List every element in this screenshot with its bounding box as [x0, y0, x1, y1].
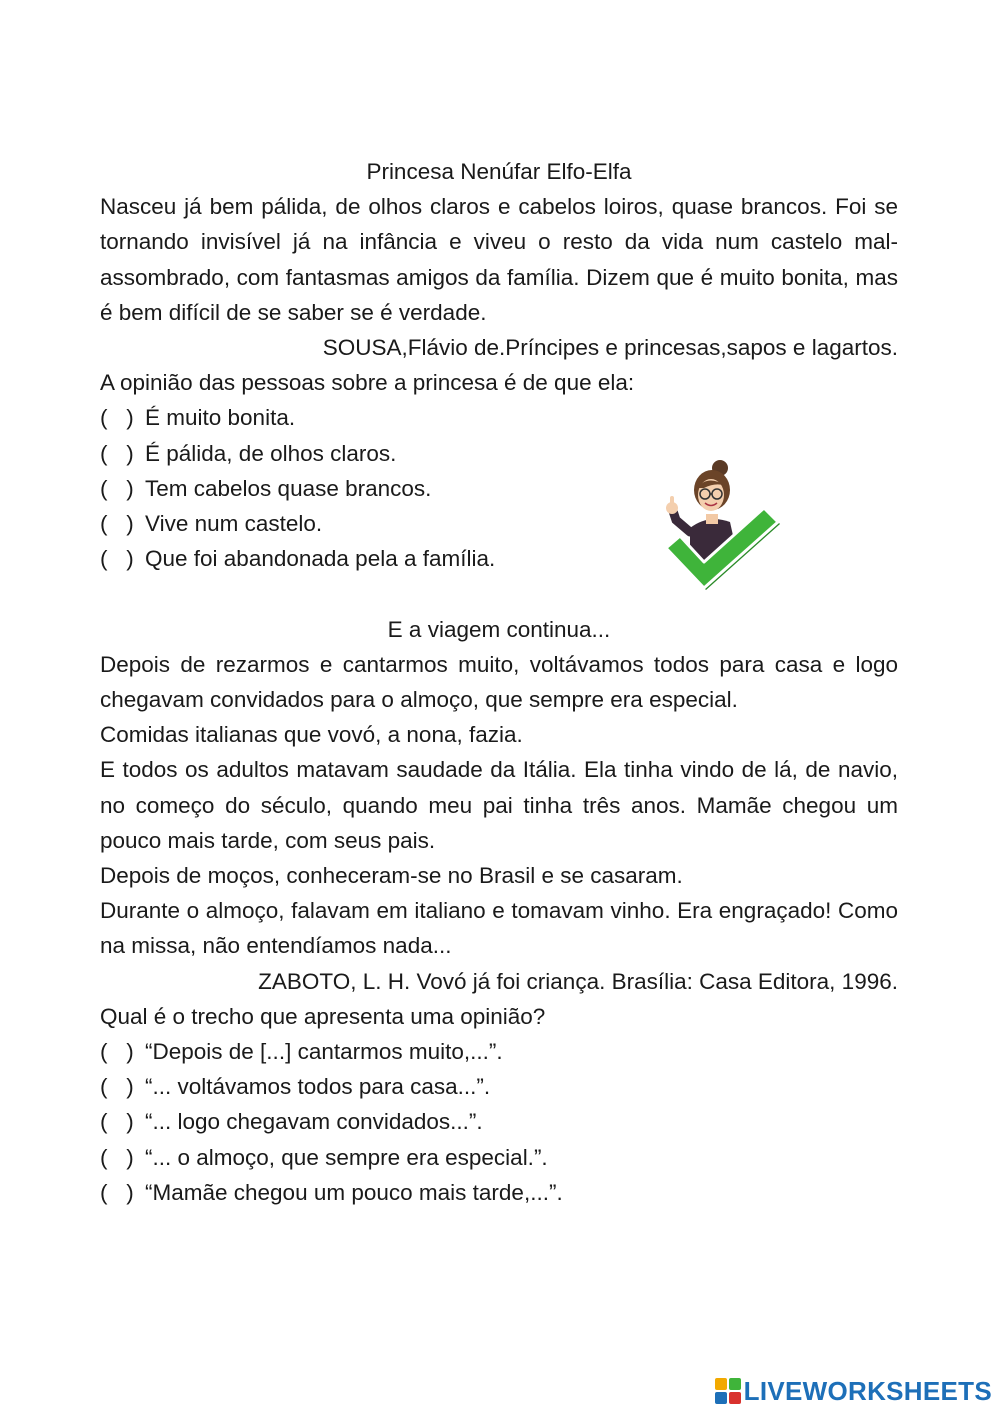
passage1-citation: SOUSA,Flávio de.Príncipes e princesas,sapos e lagartos. [322, 335, 898, 361]
option-label: Vive num castelo. [145, 511, 323, 537]
passage2-paragraph: Comidas italianas que vovó, a nona, fazia. [100, 722, 523, 748]
question1-prompt: A opinião das pessoas sobre a princesa é de que ela: [100, 370, 635, 396]
worksheet-page [100, 154, 898, 1210]
answer-checkbox[interactable]: ( ) [100, 1039, 134, 1065]
passage2-paragraph: E todos os adultos matavam saudade da Itália. Ela tinha vindo de lá, de navio, no começo do século, quando meu pai tinha três anos. Mamãe chegou um pouco mais tarde, com seus pais. [100, 757, 898, 853]
answer-checkbox[interactable]: ( ) [100, 1144, 134, 1170]
answer-checkbox[interactable]: ( ) [100, 1179, 134, 1205]
liveworksheets-icon [715, 1378, 741, 1404]
option-label: “Depois de [...] cantarmos muito,...”. [145, 1039, 503, 1065]
passage2-paragraph: Depois de rezarmos e cantarmos muito, voltávamos todos para casa e logo chegavam convidados para o almoço, que sempre era especial. [100, 651, 898, 713]
passage1-title: Princesa Nenúfar Elfo-Elfa [366, 159, 632, 184]
question2-option[interactable] [100, 1175, 898, 1210]
passage1-text: Nasceu já bem pálida, de olhos claros e cabelos loiros, quase brancos. Foi se tornando invisível já na infância e viveu o resto da vida num castelo mal-assombrado, com fantasmas amigos da família. Dizem que é muito bonita, mas é bem difícil de se saber se é verdade. [100, 194, 898, 325]
answer-checkbox[interactable]: ( ) [100, 1109, 134, 1135]
liveworksheets-logo [715, 1376, 992, 1406]
option-label: “... voltávamos todos para casa...”. [145, 1074, 491, 1100]
option-label: “Mamãe chegou um pouco mais tarde,...”. [145, 1179, 563, 1205]
question2-prompt: Qual é o trecho que apresenta uma opinião? [100, 1003, 546, 1029]
question1-option[interactable] [100, 400, 898, 435]
option-label: Que foi abandonada pela a família. [145, 546, 496, 572]
teacher-checkmark-sticker [660, 458, 782, 590]
option-label: É muito bonita. [145, 405, 296, 431]
option-label: É pálida, de olhos claros. [145, 440, 397, 466]
answer-checkbox[interactable]: ( ) [100, 440, 134, 466]
passage2-citation: ZABOTO, L. H. Vovó já foi criança. Brasília: Casa Editora, 1996. [258, 968, 898, 994]
teacher-thumbs-up-icon [660, 458, 782, 590]
question2-option[interactable] [100, 1069, 898, 1104]
question2-options [100, 1034, 898, 1210]
answer-checkbox[interactable]: ( ) [100, 475, 134, 501]
answer-checkbox[interactable]: ( ) [100, 546, 134, 572]
answer-checkbox[interactable]: ( ) [100, 1074, 134, 1100]
option-label: “... logo chegavam convidados...”. [145, 1109, 483, 1135]
passage2-title: E a viagem continua... [387, 616, 611, 642]
passage2-paragraph: Depois de moços, conheceram-se no Brasil e se casaram. [100, 863, 683, 889]
question2-option[interactable] [100, 1140, 898, 1175]
option-label: Tem cabelos quase brancos. [145, 475, 432, 501]
answer-checkbox[interactable]: ( ) [100, 511, 134, 537]
passage2-paragraph: Durante o almoço, falavam em italiano e tomavam vinho. Era engraçado! Como na missa, não entendíamos nada... [100, 898, 898, 959]
question2-option[interactable] [100, 1034, 898, 1069]
answer-checkbox[interactable]: ( ) [100, 405, 134, 431]
option-label: “... o almoço, que sempre era especial.”. [145, 1144, 548, 1170]
question2-option[interactable] [100, 1104, 898, 1139]
brand-name: LIVEWORKSHEETS [743, 1375, 992, 1406]
